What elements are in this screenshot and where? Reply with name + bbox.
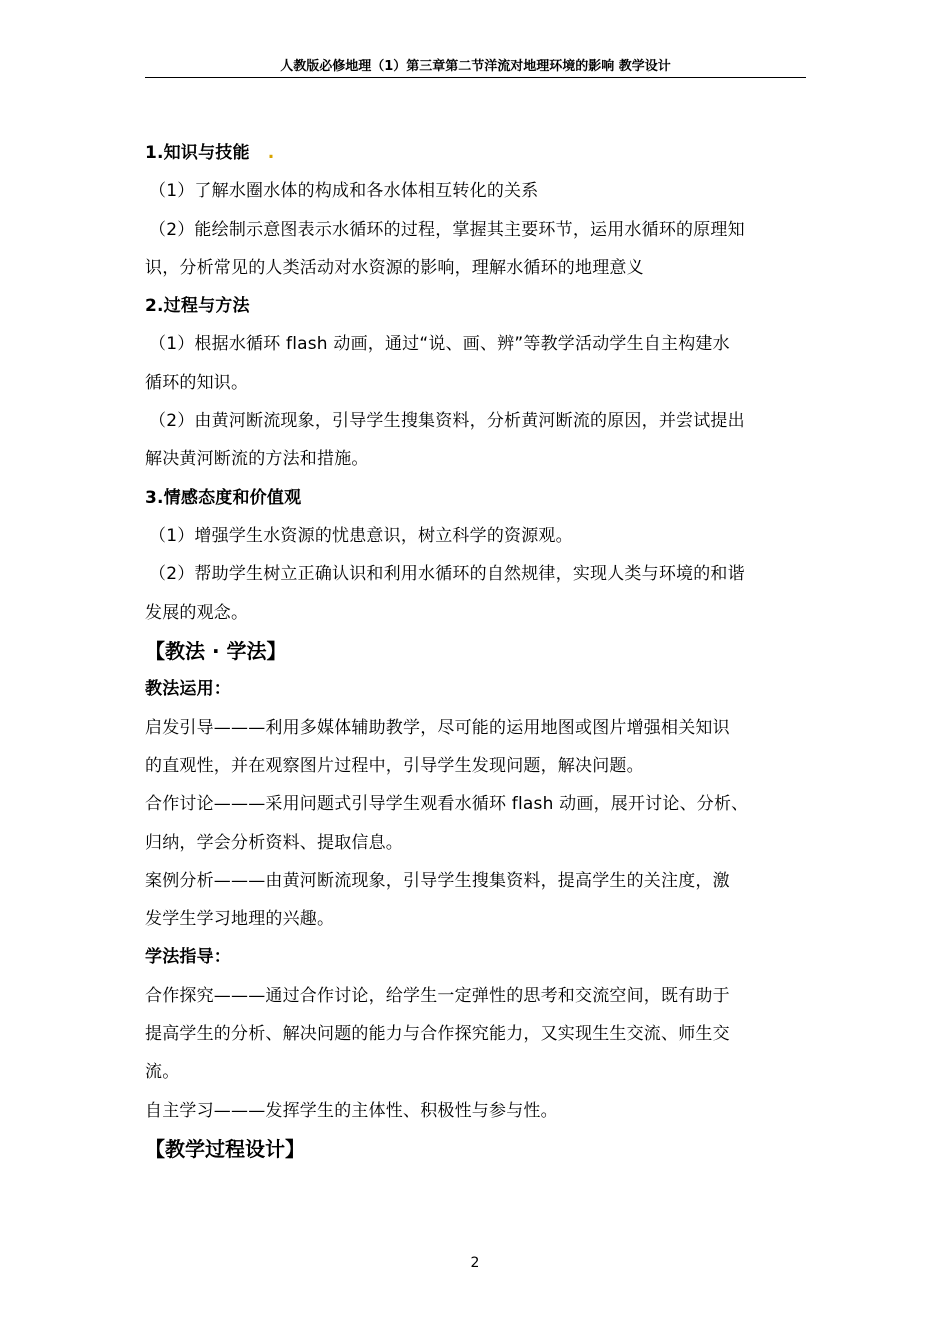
paragraph: 识，分析常见的人类活动对水资源的影响，理解水循环的地理意义 [145,257,644,278]
paragraph: 归纳，学会分析资料、提取信息。 [145,832,403,853]
heading-process-methods: 2.过程与方法 [145,296,250,317]
paragraph: 启发引导———利用多媒体辅助教学，尽可能的运用地图或图片增强相关知识 [145,717,730,738]
paragraph: 发展的观念。 [145,602,249,623]
paragraph: （2）由黄河断流现象，引导学生搜集资料，分析黄河断流的原因，并尝试提出 [149,411,745,432]
paragraph: 发学生学习地理的兴趣。 [145,909,335,930]
paragraph: 提高学生的分析、解决问题的能力与合作探究能力，又实现生生交流、师生交 [145,1024,730,1045]
section-title-teaching-learning-methods: 【教法 · 学法】 [145,638,287,663]
paragraph: （2）能绘制示意图表示水循环的过程，掌握其主要环节，运用水循环的原理知 [149,219,745,240]
paragraph: （1）了解水圈水体的构成和各水体相互转化的关系 [149,181,539,202]
page-number: 2 [470,1255,480,1271]
heading-knowledge-skills: 1.知识与技能 . [145,134,807,172]
paragraph: 解决黄河断流的方法和措施。 [145,449,369,470]
highlight-mark: . [267,143,275,163]
paragraph: （1）根据水循环 flash 动画，通过“说、画、辨”等教学活动学生自主构建水 [149,334,730,355]
paragraph: （2）帮助学生树立正确认识和利用水循环的自然规律，实现人类与环境的和谐 [149,564,745,585]
document-body [145,134,807,1168]
heading-attitude-values: 3.情感态度和价值观 [145,487,302,508]
paragraph: 循环的知识。 [145,372,249,393]
paragraph: 流。 [145,1062,180,1083]
paragraph: 合作探究———通过合作讨论，给学生一定弹性的思考和交流空间，既有助于 [145,985,730,1006]
section-title-teaching-process: 【教学过程设计】 [145,1136,305,1161]
paragraph: 合作讨论———采用问题式引导学生观看水循环 flash 动画，展开讨论、分析、 [145,794,749,815]
heading-teaching-methods: 教法运用： [145,679,231,700]
heading-learning-guidance: 学法指导： [145,947,231,968]
paragraph: （1）增强学生水资源的忧患意识，树立科学的资源观。 [149,525,573,546]
page-header: 人教版必修地理（1）第三章第二节洋流对地理环境的影响 教学设计 [145,57,806,78]
paragraph: 案例分析———由黄河断流现象，引导学生搜集资料，提高学生的关注度，激 [145,870,730,891]
paragraph: 的直观性，并在观察图片过程中，引导学生发现问题，解决问题。 [145,755,644,776]
paragraph: 自主学习———发挥学生的主体性、积极性与参与性。 [145,1100,558,1121]
